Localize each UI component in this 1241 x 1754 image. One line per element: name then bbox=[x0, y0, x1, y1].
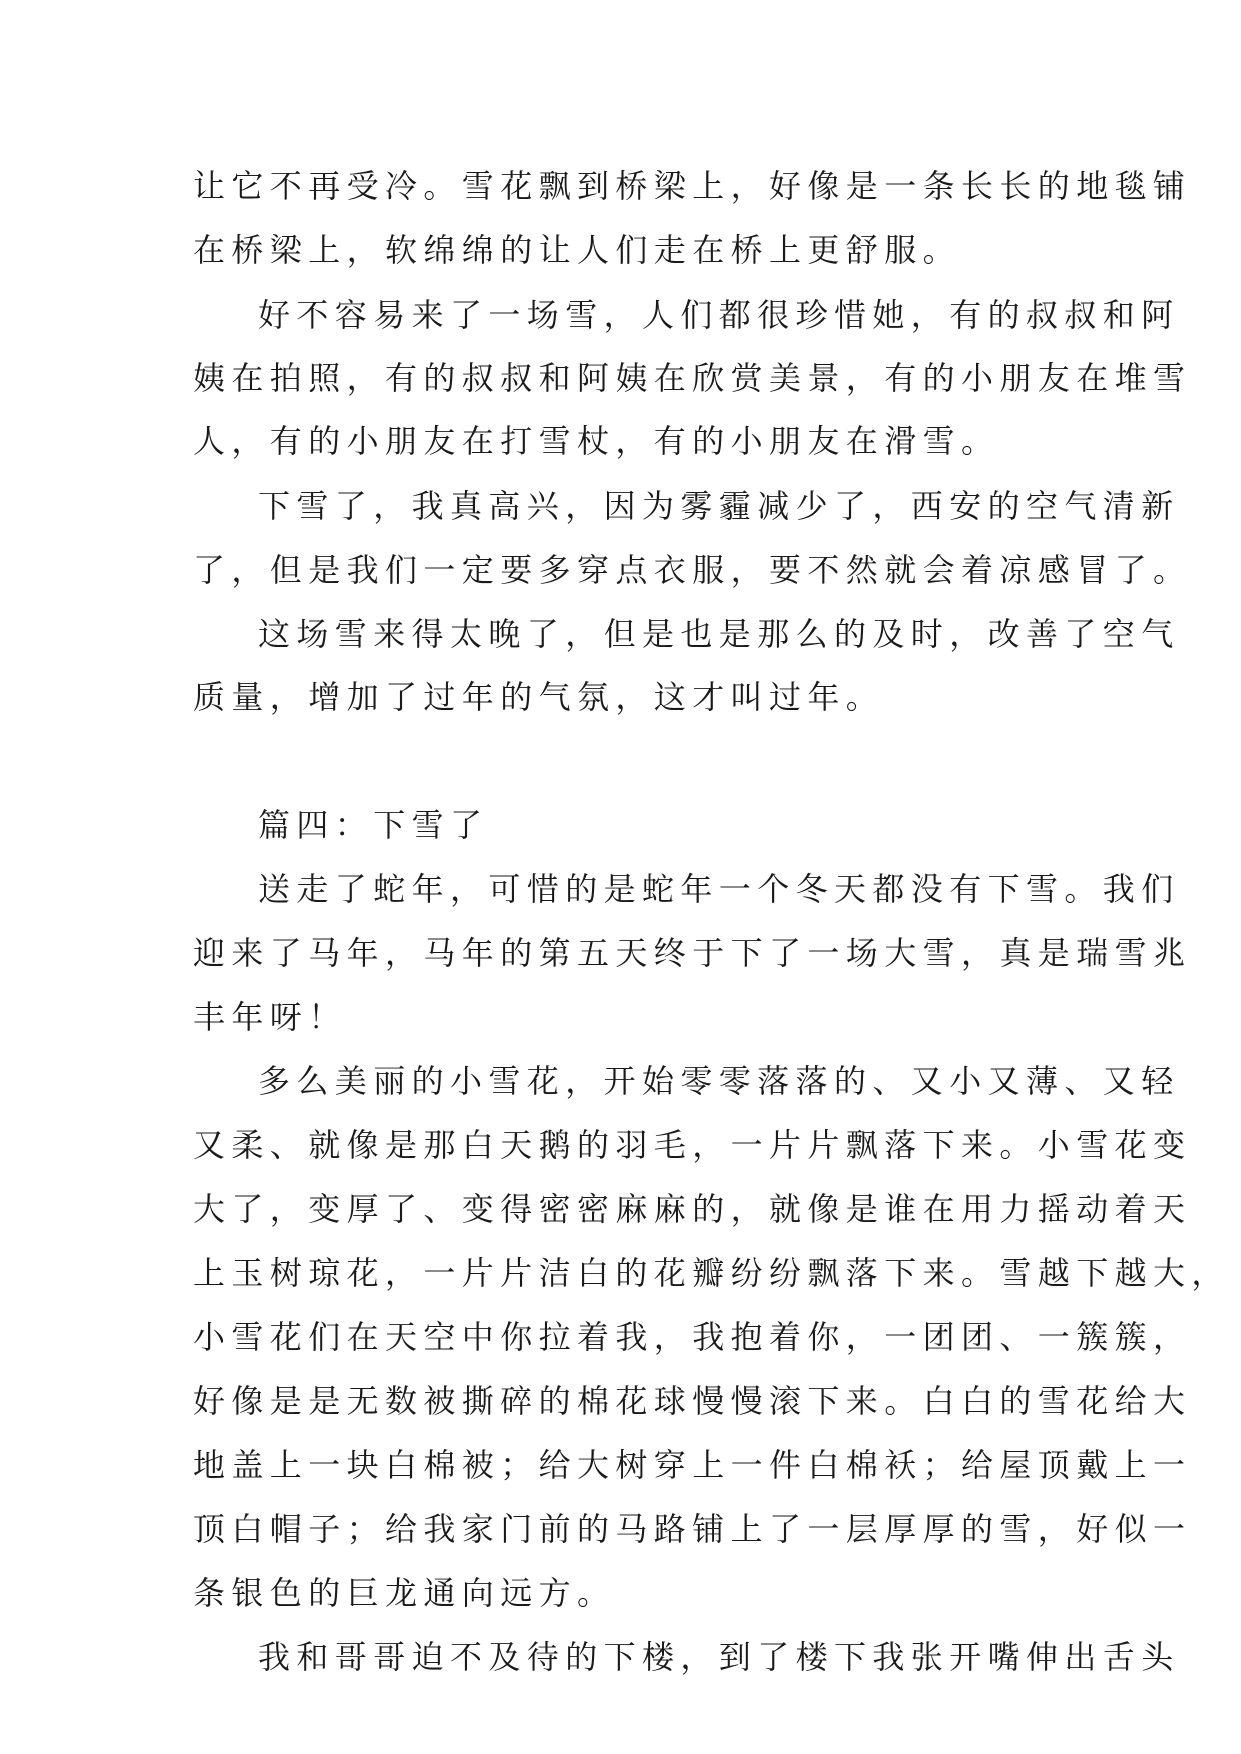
text-line: 质量，增加了过年的气氛，这才叫过年。 bbox=[193, 678, 885, 716]
text-line: 好像是是无数被撕碎的棉花球慢慢滚下来。白白的雪花给大 bbox=[193, 1382, 1192, 1420]
text-line: 丰年呀！ bbox=[193, 998, 347, 1036]
section-heading: 篇四：下雪了 bbox=[258, 806, 489, 844]
paragraph-start-line: 这场雪来得太晚了，但是也是那么的及时，改善了空气 bbox=[258, 615, 1180, 653]
text-line: 条银色的巨龙通向远方。 bbox=[193, 1574, 616, 1612]
text-line: 又柔、就像是那白天鹅的羽毛，一片片飘落下来。小雪花变 bbox=[193, 1126, 1192, 1164]
text-line: 大了，变厚了、变得密密麻麻的，就像是谁在用力摇动着天 bbox=[193, 1190, 1192, 1228]
text-line: 人，有的小朋友在打雪杖，有的小朋友在滑雪。 bbox=[193, 422, 1000, 460]
text-line: 上玉树琼花，一片片洁白的花瓣纷纷飘落下来。雪越下越大， bbox=[193, 1254, 1230, 1292]
text-line: 迎来了马年，马年的第五天终于下了一场大雪，真是瑞雪兆 bbox=[193, 934, 1192, 972]
text-line: 姨在拍照，有的叔叔和阿姨在欣赏美景，有的小朋友在堆雪 bbox=[193, 359, 1192, 397]
text-line: 地盖上一块白棉被；给大树穿上一件白棉袄；给屋顶戴上一 bbox=[193, 1446, 1192, 1484]
paragraph-start-line: 下雪了，我真高兴，因为雾霾减少了，西安的空气清新 bbox=[258, 487, 1180, 525]
text-line: 小雪花们在天空中你拉着我，我抱着你，一团团、一簇簇， bbox=[193, 1318, 1192, 1356]
paragraph-start-line: 多么美丽的小雪花，开始零零落落的、又小又薄、又轻 bbox=[258, 1062, 1180, 1100]
text-line: 顶白帽子；给我家门前的马路铺上了一层厚厚的雪，好似一 bbox=[193, 1510, 1192, 1548]
text-line: 在桥梁上，软绵绵的让人们走在桥上更舒服。 bbox=[193, 231, 962, 269]
paragraph-start-line: 好不容易来了一场雪，人们都很珍惜她，有的叔叔和阿 bbox=[258, 296, 1180, 334]
paragraph-start-line: 送走了蛇年，可惜的是蛇年一个冬天都没有下雪。我们 bbox=[258, 870, 1180, 908]
paragraph-start-line: 我和哥哥迫不及待的下楼，到了楼下我张开嘴伸出舌头 bbox=[258, 1638, 1180, 1676]
text-line: 了，但是我们一定要多穿点衣服，要不然就会着凉感冒了。 bbox=[193, 551, 1192, 589]
text-line: 让它不再受冷。雪花飘到桥梁上，好像是一条长长的地毯铺 bbox=[193, 167, 1192, 205]
